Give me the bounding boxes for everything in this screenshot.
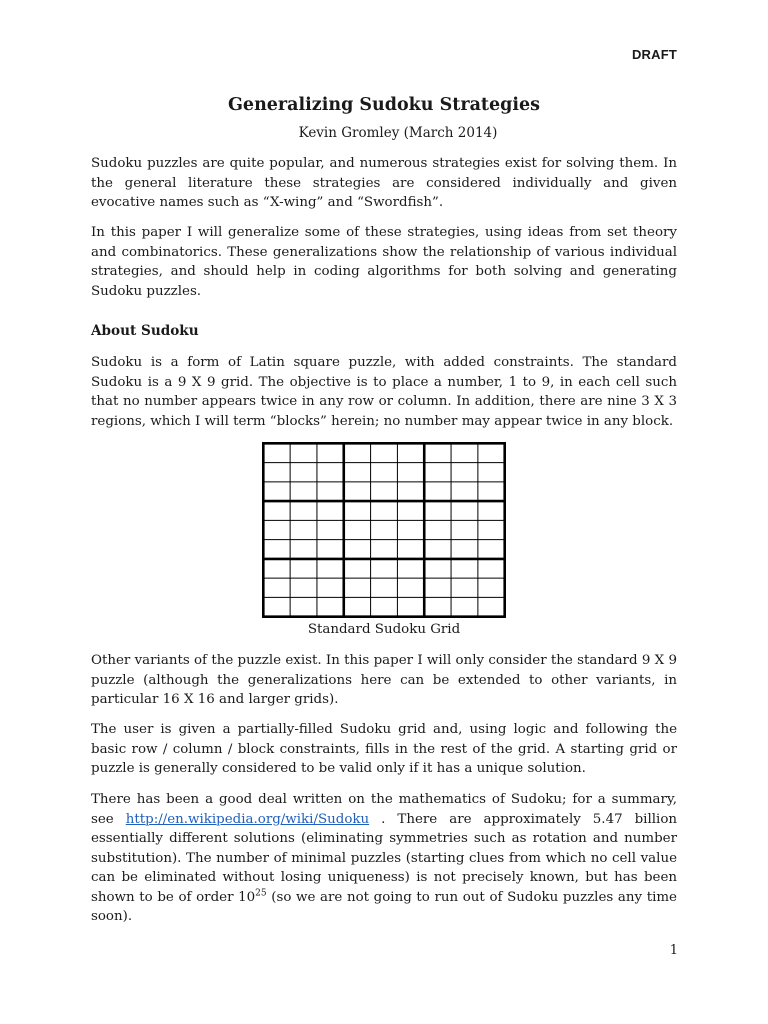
- paragraph-text: There has been a good deal written on the mathematics of Sudoku; for a summary, see: [91, 792, 677, 827]
- page-number: 1: [669, 943, 678, 958]
- exponent: 25: [255, 888, 267, 899]
- paragraph-text: (so we are not going to run out of Sudoku puzzles any time soon).: [91, 889, 677, 924]
- author-line: Kevin Gromley (March 2014): [298, 125, 498, 141]
- about-paragraph-2: Other variants of the puzzle exist. In this paper I will only consider the standard 9 X 9 puzzle (although the generalizations here can be extended to other variants, in particular 16 X 16 and larger grids).: [91, 653, 677, 707]
- about-paragraph-3: The user is given a partially-filled Sudoku grid and, using logic and following the basic row / column / block constraints, fills in the rest of the grid. A starting grid or puzzle is generally considered to be valid only if it has a unique solution.: [91, 722, 677, 776]
- section-heading-about: About Sudoku: [91, 323, 199, 339]
- paragraph-text: . There are approximately 5.47 billion essentially different solutions (eliminating symmetries such as rotation and number substitution). The number of minimal puzzles (starting clues from which no cell value can be eliminated without losing uniqueness) is not precisely known, but has been shown to be of order 10: [91, 811, 677, 905]
- intro-paragraph-1: Sudoku puzzles are quite popular, and numerous strategies exist for solving them. In the general literature these strategies are considered individually and given evocative names such as “X-wing” and “Swordfish”.: [91, 156, 677, 210]
- about-paragraph-4: [91, 790, 677, 927]
- grid-caption: Standard Sudoku Grid: [307, 622, 461, 637]
- about-paragraph-1: Sudoku is a form of Latin square puzzle, with added constraints. The standard Sudoku is a 9 X 9 grid. The objective is to place a number, 1 to 9, in each cell such that no number appears twice in any row or column. In addition, there are nine 3 X 3 regions, which I will term “blocks” herein; no number may appear twice in any block.: [91, 355, 677, 429]
- sudoku-grid-figure: [262, 442, 506, 618]
- paper-title: Generalizing Sudoku Strategies: [227, 95, 540, 115]
- draft-label: DRAFT: [631, 47, 677, 62]
- intro-paragraph-2: In this paper I will generalize some of these strategies, using ideas from set theory and combinatorics. These generalizations show the relationship of various individual strategies, and should help in coding algorithms for both solving and generating Sudoku puzzles.: [91, 225, 677, 299]
- wikipedia-sudoku-link[interactable]: http://en.wikipedia.org/wiki/Sudoku: [125, 811, 370, 827]
